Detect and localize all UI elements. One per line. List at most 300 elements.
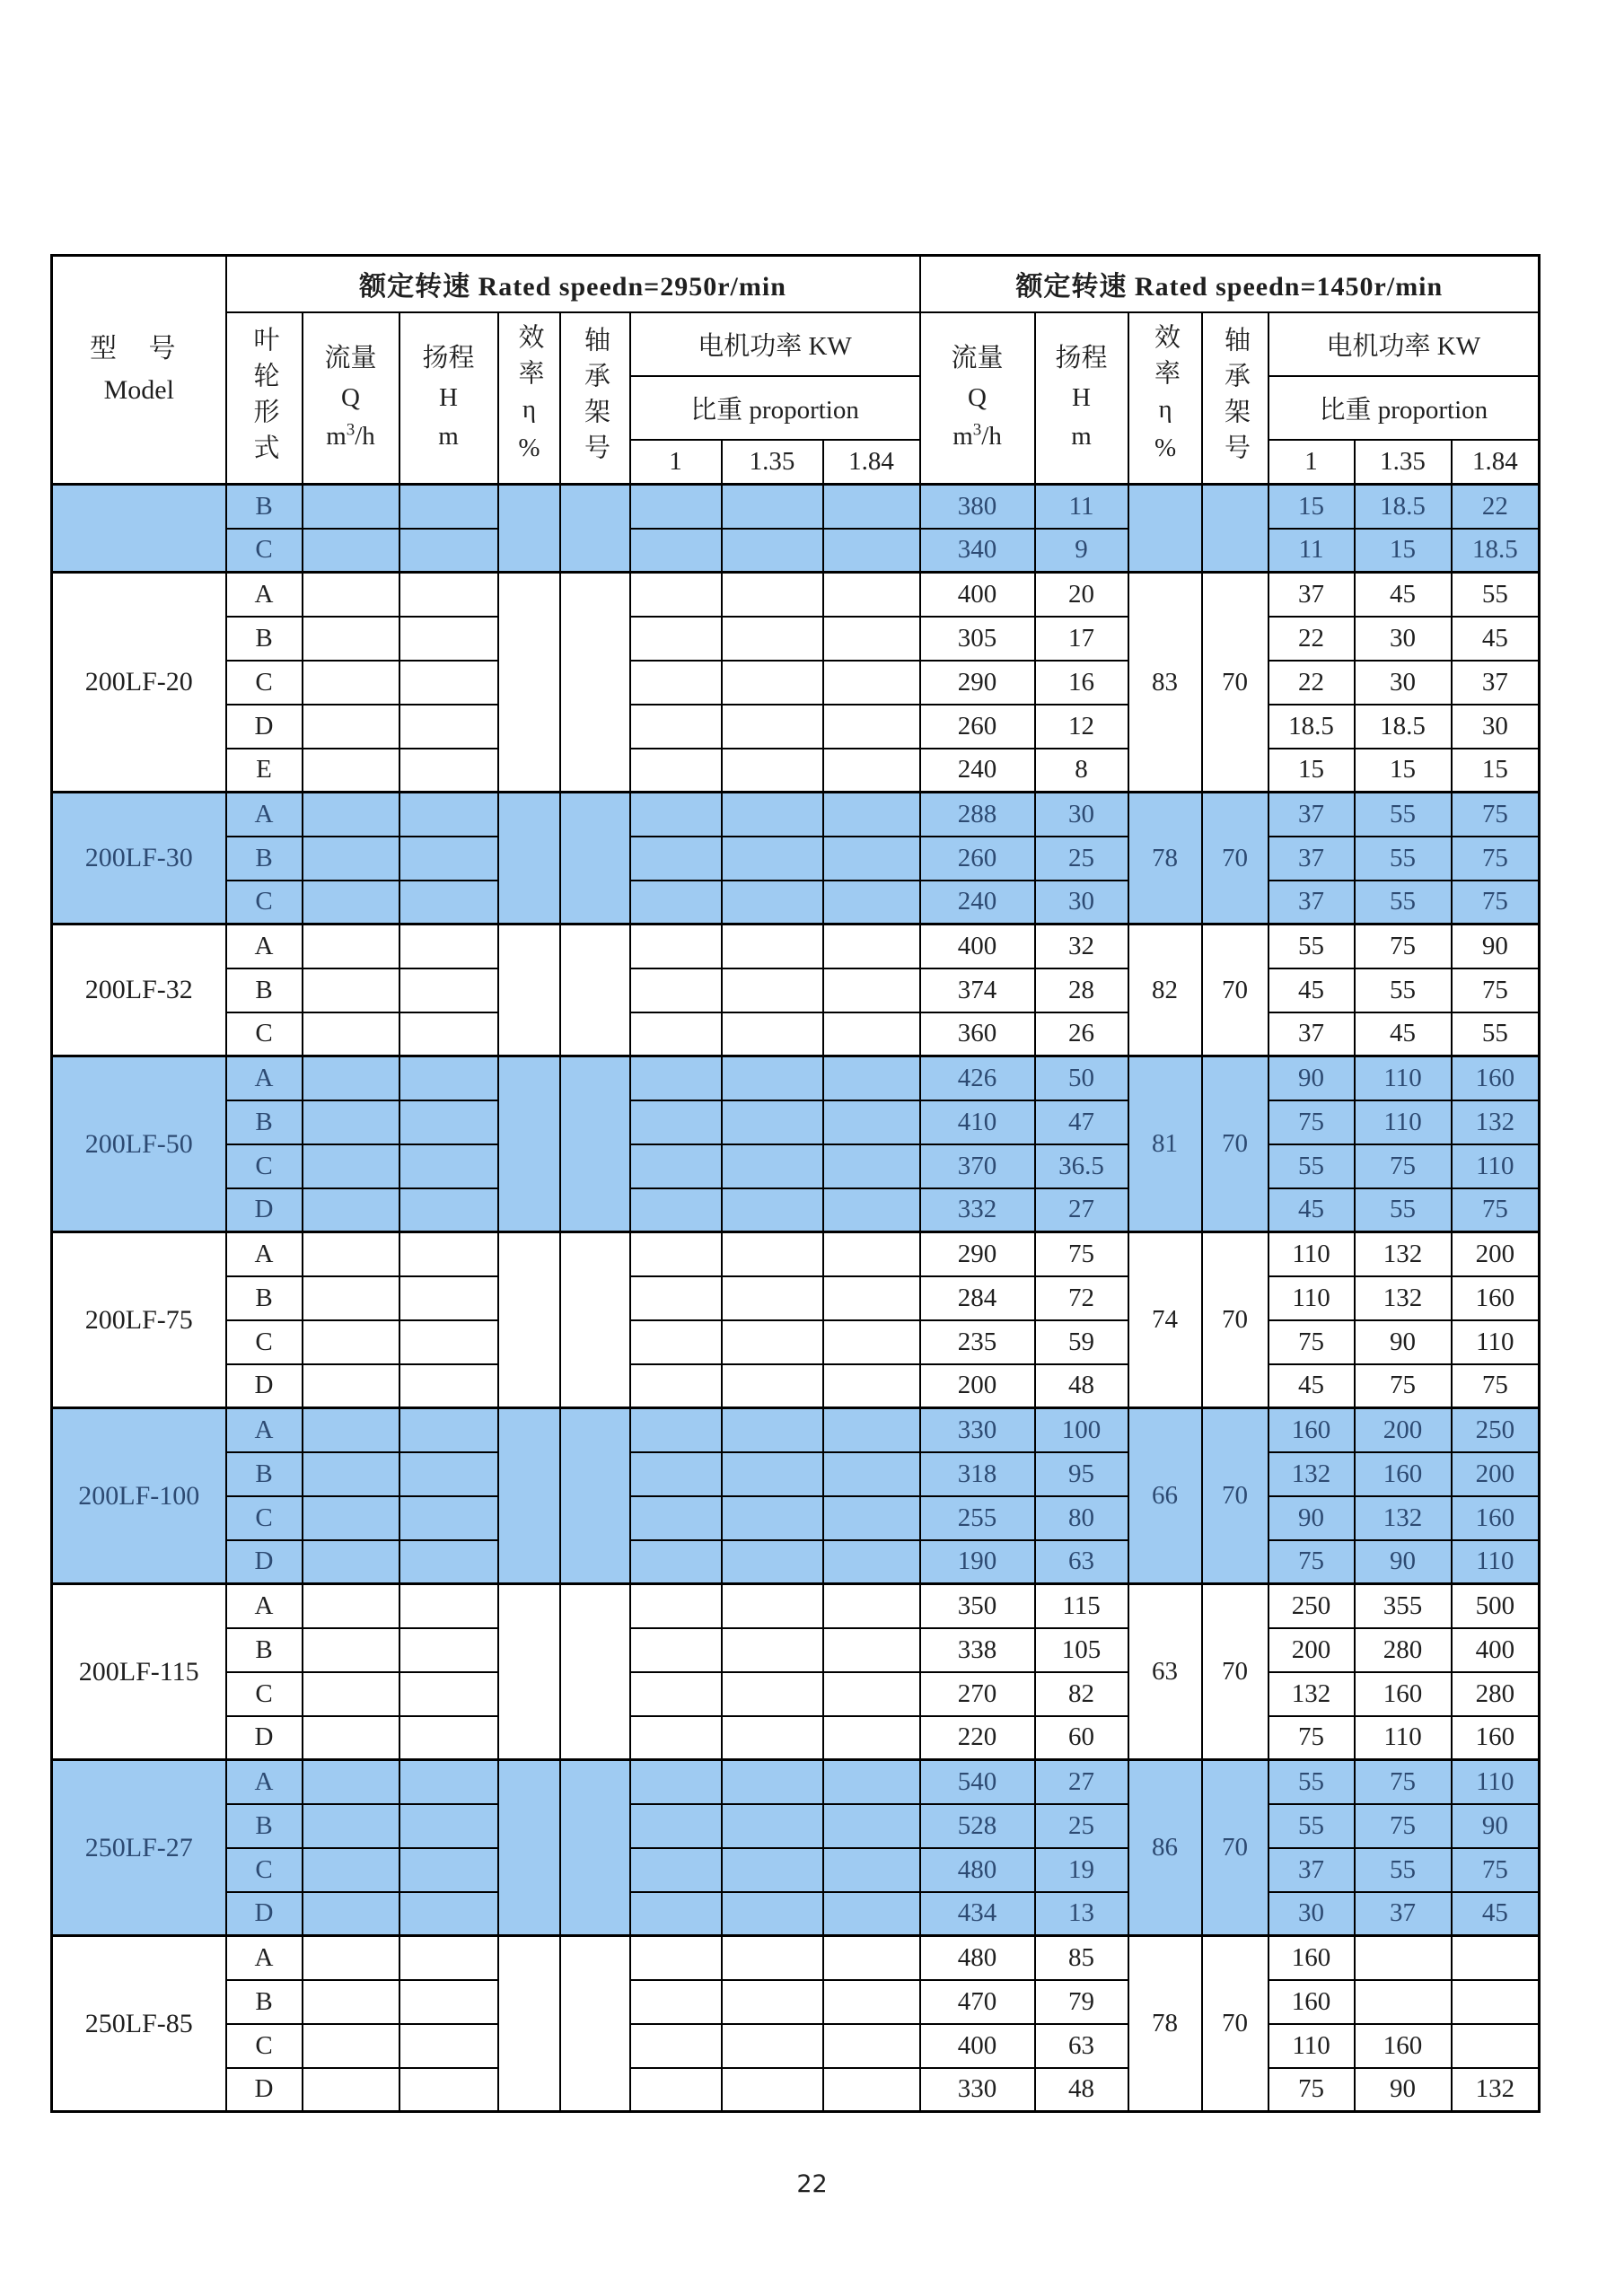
- power135-2950-cell: [722, 1276, 823, 1320]
- table-row: [52, 485, 1540, 529]
- power135-1450-cell: 90: [1355, 1320, 1452, 1364]
- table-row: [52, 1056, 1540, 1100]
- bearing-2950-cell: [560, 485, 630, 573]
- impeller-cell: B: [226, 1452, 303, 1496]
- bearing-2950-cell: [560, 1936, 630, 2112]
- header-row-labels: [52, 312, 1540, 376]
- power184-1450-cell: 160: [1452, 1276, 1540, 1320]
- power1-1450-cell: 110: [1268, 2024, 1355, 2068]
- power135-1450-cell: 15: [1355, 529, 1452, 573]
- impeller-cell: B: [226, 1980, 303, 2024]
- flow-1450-cell: 318: [920, 1452, 1035, 1496]
- flow-2950-header: [303, 312, 399, 485]
- head-1450-cell: 48: [1035, 2068, 1128, 2112]
- power184-1450-cell: 45: [1452, 617, 1540, 661]
- flow-1450-cell: 288: [920, 793, 1035, 837]
- power135-1450-cell: 75: [1355, 1364, 1452, 1408]
- power184-2950-cell: [823, 837, 920, 881]
- power184-2950-cell: [823, 1848, 920, 1892]
- bearing-1450-cell: 70: [1202, 1936, 1268, 2112]
- power1-2950-cell: [630, 837, 722, 881]
- table-body: [52, 485, 1540, 2112]
- model-cell: 200LF-30: [52, 793, 226, 925]
- model-cell: 250LF-85: [52, 1936, 226, 2112]
- head-zh: 扬程: [422, 344, 475, 372]
- head-1450-cell: 63: [1035, 1540, 1128, 1584]
- power135-2950-cell: [722, 1672, 823, 1716]
- eff-2950-cell: [498, 1056, 560, 1232]
- eff-2950-cell: [498, 1408, 560, 1584]
- table-row: [52, 1892, 1540, 1936]
- impeller-cell: B: [226, 617, 303, 661]
- impeller-cell: D: [226, 1188, 303, 1232]
- impeller-cell: C: [226, 1672, 303, 1716]
- head-unit: m: [438, 422, 459, 451]
- impeller-cell: C: [226, 1144, 303, 1188]
- power1-2950-cell: [630, 925, 722, 968]
- power1-2950-cell: [630, 529, 722, 573]
- table-row: [52, 793, 1540, 837]
- head-2950-cell: [399, 1364, 498, 1408]
- impeller-cell: D: [226, 1364, 303, 1408]
- flow-2950-cell: [303, 1892, 399, 1936]
- flow-2950-cell: [303, 573, 399, 617]
- bearing-1450-cell: 70: [1202, 573, 1268, 793]
- head-1450-cell: 17: [1035, 617, 1128, 661]
- flow-2950-cell: [303, 705, 399, 749]
- table-row: [52, 1408, 1540, 1452]
- power184-1450-cell: 200: [1452, 1232, 1540, 1276]
- impeller-cell: A: [226, 1584, 303, 1628]
- power1-2950-cell: [630, 1804, 722, 1848]
- power184-2950-cell: [823, 1056, 920, 1100]
- flow-2950-cell: [303, 1364, 399, 1408]
- proportion-2950-header: 比重 proportion: [630, 376, 920, 440]
- bearing-1450-header: [1202, 312, 1268, 485]
- section-title-2950: 额定转速 Rated speedn=2950r/min: [226, 256, 920, 312]
- power184-2950-cell: [823, 968, 920, 1012]
- impeller-cell: A: [226, 1760, 303, 1804]
- power184-2950-cell: [823, 1936, 920, 1980]
- power184-2950-cell: [823, 2068, 920, 2112]
- head-2950-cell: [399, 661, 498, 705]
- flow-zh: 流量: [324, 344, 377, 372]
- table-row: [52, 617, 1540, 661]
- flow-2950-cell: [303, 749, 399, 793]
- model-cell: 200LF-50: [52, 1056, 226, 1232]
- power1-1450-cell: 90: [1268, 1056, 1355, 1100]
- head-1450-cell: 9: [1035, 529, 1128, 573]
- flow-1450-cell: 305: [920, 617, 1035, 661]
- power1-1450-cell: 37: [1268, 1848, 1355, 1892]
- model-cell: 200LF-115: [52, 1584, 226, 1760]
- eff-2950-cell: [498, 1584, 560, 1760]
- power1-1450-cell: 75: [1268, 1100, 1355, 1144]
- impeller-cell: B: [226, 1276, 303, 1320]
- head-2950-cell: [399, 2024, 498, 2068]
- bearing-2950-cell: [560, 1760, 630, 1936]
- bearing-label: 轴承架号: [581, 326, 610, 470]
- power1-2950-cell: [630, 485, 722, 529]
- power184-1450-cell: 280: [1452, 1672, 1540, 1716]
- power1-2950-cell: [630, 1188, 722, 1232]
- power1-2950-cell: [630, 881, 722, 925]
- head-1450-cell: 26: [1035, 1012, 1128, 1056]
- power1-2950-cell: [630, 1716, 722, 1760]
- power1-1450-cell: 55: [1268, 925, 1355, 968]
- impeller-cell: D: [226, 1716, 303, 1760]
- head-1450-cell: 32: [1035, 925, 1128, 968]
- table-row: [52, 1320, 1540, 1364]
- eff-2950-cell: [498, 793, 560, 925]
- bearing-2950-cell: [560, 573, 630, 793]
- impeller-cell: C: [226, 2024, 303, 2068]
- impeller-cell: C: [226, 529, 303, 573]
- power1-2950-cell: [630, 1276, 722, 1320]
- flow-sym: Q: [968, 382, 987, 412]
- power1-1450-cell: 22: [1268, 661, 1355, 705]
- head-sym: H: [439, 382, 458, 412]
- power184-2950-cell: [823, 1584, 920, 1628]
- power1-2950-cell: [630, 793, 722, 837]
- power135-1450-cell: 75: [1355, 1144, 1452, 1188]
- bearing-1450-cell: 70: [1202, 1408, 1268, 1584]
- power1-2950-cell: [630, 1452, 722, 1496]
- power1-1450-cell: 45: [1268, 968, 1355, 1012]
- head-2950-cell: [399, 573, 498, 617]
- flow-2950-cell: [303, 1760, 399, 1804]
- power1-2950-cell: [630, 1540, 722, 1584]
- power1-2950-cell: [630, 2068, 722, 2112]
- prop-1450-1: 1: [1268, 440, 1355, 485]
- head-1450-cell: 85: [1035, 1936, 1128, 1980]
- eff-2950-cell: [498, 1936, 560, 2112]
- table-row: [52, 1452, 1540, 1496]
- flow-2950-cell: [303, 1716, 399, 1760]
- head-2950-cell: [399, 1980, 498, 2024]
- flow-1450-cell: 480: [920, 1936, 1035, 1980]
- flow-2950-cell: [303, 617, 399, 661]
- power1-2950-cell: [630, 661, 722, 705]
- power184-2950-cell: [823, 749, 920, 793]
- flow-2950-cell: [303, 793, 399, 837]
- power135-1450-cell: 30: [1355, 617, 1452, 661]
- flow-1450-cell: 374: [920, 968, 1035, 1012]
- power184-1450-cell: 132: [1452, 1100, 1540, 1144]
- table-row: [52, 925, 1540, 968]
- flow-1450-cell: 190: [920, 1540, 1035, 1584]
- head-1450-cell: 100: [1035, 1408, 1128, 1452]
- power184-2950-cell: [823, 1408, 920, 1452]
- power184-2950-cell: [823, 1276, 920, 1320]
- impeller-cell: C: [226, 1320, 303, 1364]
- flow-2950-cell: [303, 837, 399, 881]
- head-1450-cell: 105: [1035, 1628, 1128, 1672]
- power135-1450-cell: 30: [1355, 661, 1452, 705]
- power135-2950-cell: [722, 1056, 823, 1100]
- power135-2950-cell: [722, 837, 823, 881]
- flow-1450-cell: 255: [920, 1496, 1035, 1540]
- power1-1450-cell: 37: [1268, 1012, 1355, 1056]
- head-2950-cell: [399, 1628, 498, 1672]
- head-1450-cell: 63: [1035, 2024, 1128, 2068]
- flow-1450-cell: 340: [920, 529, 1035, 573]
- impeller-cell: C: [226, 1848, 303, 1892]
- flow-2950-cell: [303, 1980, 399, 2024]
- flow-2950-cell: [303, 1056, 399, 1100]
- power1-2950-cell: [630, 1628, 722, 1672]
- eff-2950-cell: [498, 925, 560, 1056]
- power184-2950-cell: [823, 1672, 920, 1716]
- flow-1450-cell: 528: [920, 1804, 1035, 1848]
- flow-2950-cell: [303, 1584, 399, 1628]
- head-1450-cell: 79: [1035, 1980, 1128, 2024]
- power135-2950-cell: [722, 881, 823, 925]
- flow-1450-cell: 410: [920, 1100, 1035, 1144]
- head-1450-cell: 75: [1035, 1232, 1128, 1276]
- power1-1450-cell: 37: [1268, 793, 1355, 837]
- flow-2950-cell: [303, 485, 399, 529]
- power1-1450-cell: 15: [1268, 485, 1355, 529]
- eff-label: 效率η%: [514, 323, 544, 473]
- bearing-1450-cell: 70: [1202, 1760, 1268, 1936]
- power135-1450-cell: 132: [1355, 1496, 1452, 1540]
- power1-2950-cell: [630, 1408, 722, 1452]
- head-1450-cell: 28: [1035, 968, 1128, 1012]
- power135-2950-cell: [722, 1540, 823, 1584]
- head-unit: m: [1071, 422, 1092, 451]
- flow-1450-header: [920, 312, 1035, 485]
- flow-1450-cell: 220: [920, 1716, 1035, 1760]
- flow-2950-cell: [303, 1848, 399, 1892]
- power135-2950-cell: [722, 485, 823, 529]
- power1-2950-cell: [630, 1892, 722, 1936]
- flow-unit: $m^3/h$: [952, 420, 1002, 451]
- flow-1450-cell: 360: [920, 1012, 1035, 1056]
- power135-1450-cell: 55: [1355, 1188, 1452, 1232]
- power184-1450-cell: 160: [1452, 1496, 1540, 1540]
- flow-1450-cell: 260: [920, 705, 1035, 749]
- head-1450-cell: 16: [1035, 661, 1128, 705]
- power135-1450-cell: 132: [1355, 1232, 1452, 1276]
- head-1450-cell: 19: [1035, 1848, 1128, 1892]
- power135-2950-cell: [722, 1144, 823, 1188]
- impeller-cell: B: [226, 485, 303, 529]
- impeller-cell: C: [226, 1012, 303, 1056]
- bearing-2950-header: [560, 312, 630, 485]
- flow-1450-cell: 290: [920, 661, 1035, 705]
- power184-1450-cell: 15: [1452, 749, 1540, 793]
- table-row: [52, 1496, 1540, 1540]
- flow-1450-cell: 470: [920, 1980, 1035, 2024]
- flow-1450-cell: 380: [920, 485, 1035, 529]
- power1-1450-cell: 45: [1268, 1188, 1355, 1232]
- flow-2950-cell: [303, 1012, 399, 1056]
- head-1450-cell: 8: [1035, 749, 1128, 793]
- flow-1450-cell: 426: [920, 1056, 1035, 1100]
- power1-2950-cell: [630, 1672, 722, 1716]
- power135-1450-cell: 110: [1355, 1100, 1452, 1144]
- power1-2950-cell: [630, 1936, 722, 1980]
- table-row: [52, 1100, 1540, 1144]
- power1-1450-cell: 45: [1268, 1364, 1355, 1408]
- impeller-cell: B: [226, 968, 303, 1012]
- table-row: [52, 705, 1540, 749]
- flow-1450-cell: 480: [920, 1848, 1035, 1892]
- power1-1450-cell: 132: [1268, 1672, 1355, 1716]
- flow-1450-cell: 350: [920, 1584, 1035, 1628]
- head-2950-cell: [399, 1672, 498, 1716]
- power135-2950-cell: [722, 1936, 823, 1980]
- power135-2950-cell: [722, 1452, 823, 1496]
- power135-1450-cell: [1355, 1980, 1452, 2024]
- power184-1450-cell: 30: [1452, 705, 1540, 749]
- power135-1450-cell: 45: [1355, 573, 1452, 617]
- head-2950-cell: [399, 1232, 498, 1276]
- model-header-cell: [52, 256, 226, 485]
- eff-2950-cell: [498, 573, 560, 793]
- head-1450-cell: 60: [1035, 1716, 1128, 1760]
- power1-1450-cell: 18.5: [1268, 705, 1355, 749]
- head-1450-cell: 30: [1035, 793, 1128, 837]
- table-row: [52, 1848, 1540, 1892]
- impeller-cell: C: [226, 1496, 303, 1540]
- power135-2950-cell: [722, 1848, 823, 1892]
- flow-2950-cell: [303, 1672, 399, 1716]
- model-header-en: Model: [103, 375, 174, 405]
- power184-1450-cell: 45: [1452, 1892, 1540, 1936]
- power184-1450-cell: 132: [1452, 2068, 1540, 2112]
- power1-2950-cell: [630, 1584, 722, 1628]
- table-row: [52, 1232, 1540, 1276]
- power184-2950-cell: [823, 1892, 920, 1936]
- impeller-cell: A: [226, 573, 303, 617]
- bearing-2950-cell: [560, 1584, 630, 1760]
- head-1450-cell: 11: [1035, 485, 1128, 529]
- power184-1450-cell: 200: [1452, 1452, 1540, 1496]
- flow-1450-cell: 240: [920, 749, 1035, 793]
- table-row: [52, 1276, 1540, 1320]
- table-row: [52, 1628, 1540, 1672]
- impeller-cell: D: [226, 1540, 303, 1584]
- flow-2950-cell: [303, 661, 399, 705]
- power184-2950-cell: [823, 705, 920, 749]
- bearing-2950-cell: [560, 1056, 630, 1232]
- power1-2950-cell: [630, 1056, 722, 1100]
- head-2950-cell: [399, 749, 498, 793]
- power184-2950-cell: [823, 1804, 920, 1848]
- eff-1450-cell: [1128, 485, 1202, 573]
- eff-1450-cell: 86: [1128, 1760, 1202, 1936]
- power184-2950-cell: [823, 617, 920, 661]
- impeller-cell: A: [226, 925, 303, 968]
- impeller-cell: A: [226, 1232, 303, 1276]
- power135-2950-cell: [722, 1628, 823, 1672]
- table-row: [52, 749, 1540, 793]
- bearing-2950-cell: [560, 1408, 630, 1584]
- power135-1450-cell: [1355, 1936, 1452, 1980]
- power135-1450-cell: 55: [1355, 968, 1452, 1012]
- prop-2950-1: 1: [630, 440, 722, 485]
- power1-1450-cell: 110: [1268, 1276, 1355, 1320]
- flow-1450-cell: 330: [920, 1408, 1035, 1452]
- impeller-cell: D: [226, 2068, 303, 2112]
- power184-2950-cell: [823, 1144, 920, 1188]
- head-1450-cell: 12: [1035, 705, 1128, 749]
- flow-2950-cell: [303, 1540, 399, 1584]
- head-1450-cell: 47: [1035, 1100, 1128, 1144]
- power135-2950-cell: [722, 705, 823, 749]
- head-2950-header: [399, 312, 498, 485]
- power184-2950-cell: [823, 1364, 920, 1408]
- power-1450-header: 电机功率 KW: [1268, 312, 1540, 376]
- power184-2950-cell: [823, 1188, 920, 1232]
- power1-1450-cell: 37: [1268, 573, 1355, 617]
- power184-2950-cell: [823, 925, 920, 968]
- power135-2950-cell: [722, 968, 823, 1012]
- power1-1450-cell: 11: [1268, 529, 1355, 573]
- flow-2950-cell: [303, 925, 399, 968]
- bearing-1450-cell: 70: [1202, 793, 1268, 925]
- power135-1450-cell: 280: [1355, 1628, 1452, 1672]
- power135-1450-cell: 18.5: [1355, 705, 1452, 749]
- flow-1450-cell: 200: [920, 1364, 1035, 1408]
- table-row: [52, 1716, 1540, 1760]
- impeller-cell: E: [226, 749, 303, 793]
- head-2950-cell: [399, 2068, 498, 2112]
- power135-1450-cell: 15: [1355, 749, 1452, 793]
- power135-2950-cell: [722, 1364, 823, 1408]
- power1-1450-cell: 132: [1268, 1452, 1355, 1496]
- head-2950-cell: [399, 485, 498, 529]
- power1-2950-cell: [630, 1848, 722, 1892]
- head-2950-cell: [399, 925, 498, 968]
- prop-1450-184: 1.84: [1452, 440, 1540, 485]
- power135-1450-cell: 110: [1355, 1056, 1452, 1100]
- power184-1450-cell: 75: [1452, 1848, 1540, 1892]
- pump-spec-table-wrap: [50, 254, 1541, 2113]
- impeller-cell: D: [226, 1892, 303, 1936]
- flow-2950-cell: [303, 1320, 399, 1364]
- table-row: [52, 1144, 1540, 1188]
- power135-1450-cell: 18.5: [1355, 485, 1452, 529]
- power184-2950-cell: [823, 1232, 920, 1276]
- bearing-1450-cell: 70: [1202, 1056, 1268, 1232]
- head-sym: H: [1072, 382, 1091, 412]
- power184-2950-cell: [823, 1320, 920, 1364]
- table-header: [52, 256, 1540, 485]
- head-2950-cell: [399, 1276, 498, 1320]
- flow-2950-cell: [303, 1276, 399, 1320]
- power184-1450-cell: 22: [1452, 485, 1540, 529]
- flow-1450-cell: 400: [920, 2024, 1035, 2068]
- table-row: [52, 2024, 1540, 2068]
- flow-1450-cell: 332: [920, 1188, 1035, 1232]
- power1-1450-cell: 200: [1268, 1628, 1355, 1672]
- head-2950-cell: [399, 1452, 498, 1496]
- power1-2950-cell: [630, 705, 722, 749]
- table-row: [52, 1804, 1540, 1848]
- power135-2950-cell: [722, 2068, 823, 2112]
- flow-1450-cell: 270: [920, 1672, 1035, 1716]
- head-1450-cell: 30: [1035, 881, 1128, 925]
- power1-2950-cell: [630, 1364, 722, 1408]
- eff-1450-cell: 78: [1128, 1936, 1202, 2112]
- flow-2950-cell: [303, 1496, 399, 1540]
- power135-1450-cell: 90: [1355, 2068, 1452, 2112]
- impeller-cell: B: [226, 1628, 303, 1672]
- power135-1450-cell: 200: [1355, 1408, 1452, 1452]
